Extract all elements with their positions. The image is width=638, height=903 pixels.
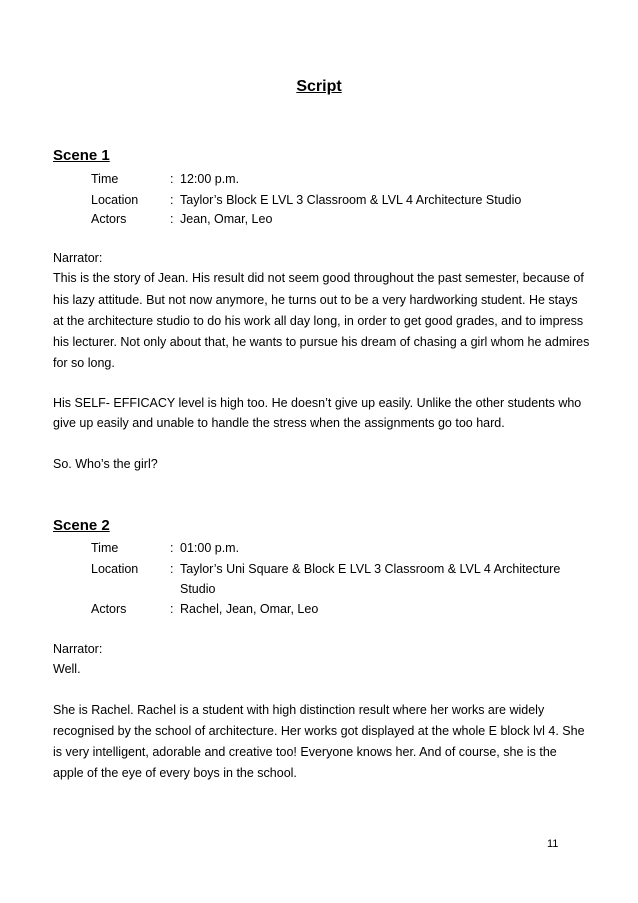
scene-2-time-label: Time	[91, 541, 119, 555]
scene-1-narrator-label: Narrator:	[53, 251, 103, 265]
scene-2-paragraph-1-line-3: is very intelligent, adorable and creative too! Everyone knows her. And of course, she is the	[53, 745, 557, 759]
scene-1-location-label: Location	[91, 193, 139, 207]
scene-1-actors-value: Jean, Omar, Leo	[180, 212, 273, 226]
scene-1-heading: Scene 1	[53, 147, 110, 164]
scene-1-time-label: Time	[91, 172, 119, 186]
scene-2-paragraph-1-line-4: apple of the eye of every boys in the school.	[53, 766, 297, 780]
scene-1-paragraph-1-line-1: This is the story of Jean. His result did not seem good throughout the past semester, because of	[53, 271, 584, 285]
scene-2-time-colon: :	[170, 541, 174, 555]
page-title: Script	[296, 78, 342, 95]
scene-1-location-colon: :	[170, 193, 174, 207]
scene-1-paragraph-1-line-2: his lazy attitude. But not now anymore, he turns out to be a very hardworking student. He stays	[53, 293, 578, 307]
scene-1-actors-colon: :	[170, 212, 174, 226]
page-number: 11	[547, 838, 559, 850]
scene-2-location-label: Location	[91, 562, 139, 576]
scene-2-paragraph-1-line-2: recognised by the school of architecture. Her works got displayed at the whole E block lvl 4. She	[53, 724, 585, 738]
scene-2-heading: Scene 2	[53, 517, 110, 534]
scene-2-paragraph-1-line-1: She is Rachel. Rachel is a student with high distinction result where her works are widely	[53, 703, 545, 717]
scene-2-actors-label: Actors	[91, 602, 127, 616]
scene-2-actors-colon: :	[170, 602, 174, 616]
scene-2-location-colon: :	[170, 562, 174, 576]
scene-1-actors-label: Actors	[91, 212, 127, 226]
scene-2-actors-value: Rachel, Jean, Omar, Leo	[180, 602, 319, 616]
scene-1-paragraph-2-line-1: His SELF- EFFICACY level is high too. He doesn’t give up easily. Unlike the other students who	[53, 396, 582, 410]
scene-2-narrator-label: Narrator:	[53, 642, 103, 656]
scene-1-paragraph-1-line-3: at the architecture studio to do his work all day long, in order to get good grades, and to impress	[53, 314, 584, 328]
scene-1-time-value: 12:00 p.m.	[180, 172, 240, 186]
scene-1-paragraph-2-line-2: give up easily and unable to handle the stress when the assignments go too hard.	[53, 416, 505, 430]
scene-2-time-value: 01:00 p.m.	[180, 541, 240, 555]
scene-1-time-colon: :	[170, 172, 174, 186]
scene-1-location-value: Taylor’s Block E LVL 3 Classroom & LVL 4 Architecture Studio	[180, 193, 522, 207]
scene-2-location-value-line-2: Studio	[180, 582, 216, 596]
scene-2-location-value-line-1: Taylor’s Uni Square & Block E LVL 3 Classroom & LVL 4 Architecture	[180, 562, 561, 576]
scene-2-narrator-line: Well.	[53, 662, 81, 676]
scene-1-paragraph-1-line-4: his lecturer. Not only about that, he wants to pursue his dream of chasing a girl whom he admires	[53, 335, 590, 349]
scene-1-paragraph-3: So. Who’s the girl?	[53, 457, 158, 471]
scene-1-paragraph-1-line-5: for so long.	[53, 356, 115, 370]
